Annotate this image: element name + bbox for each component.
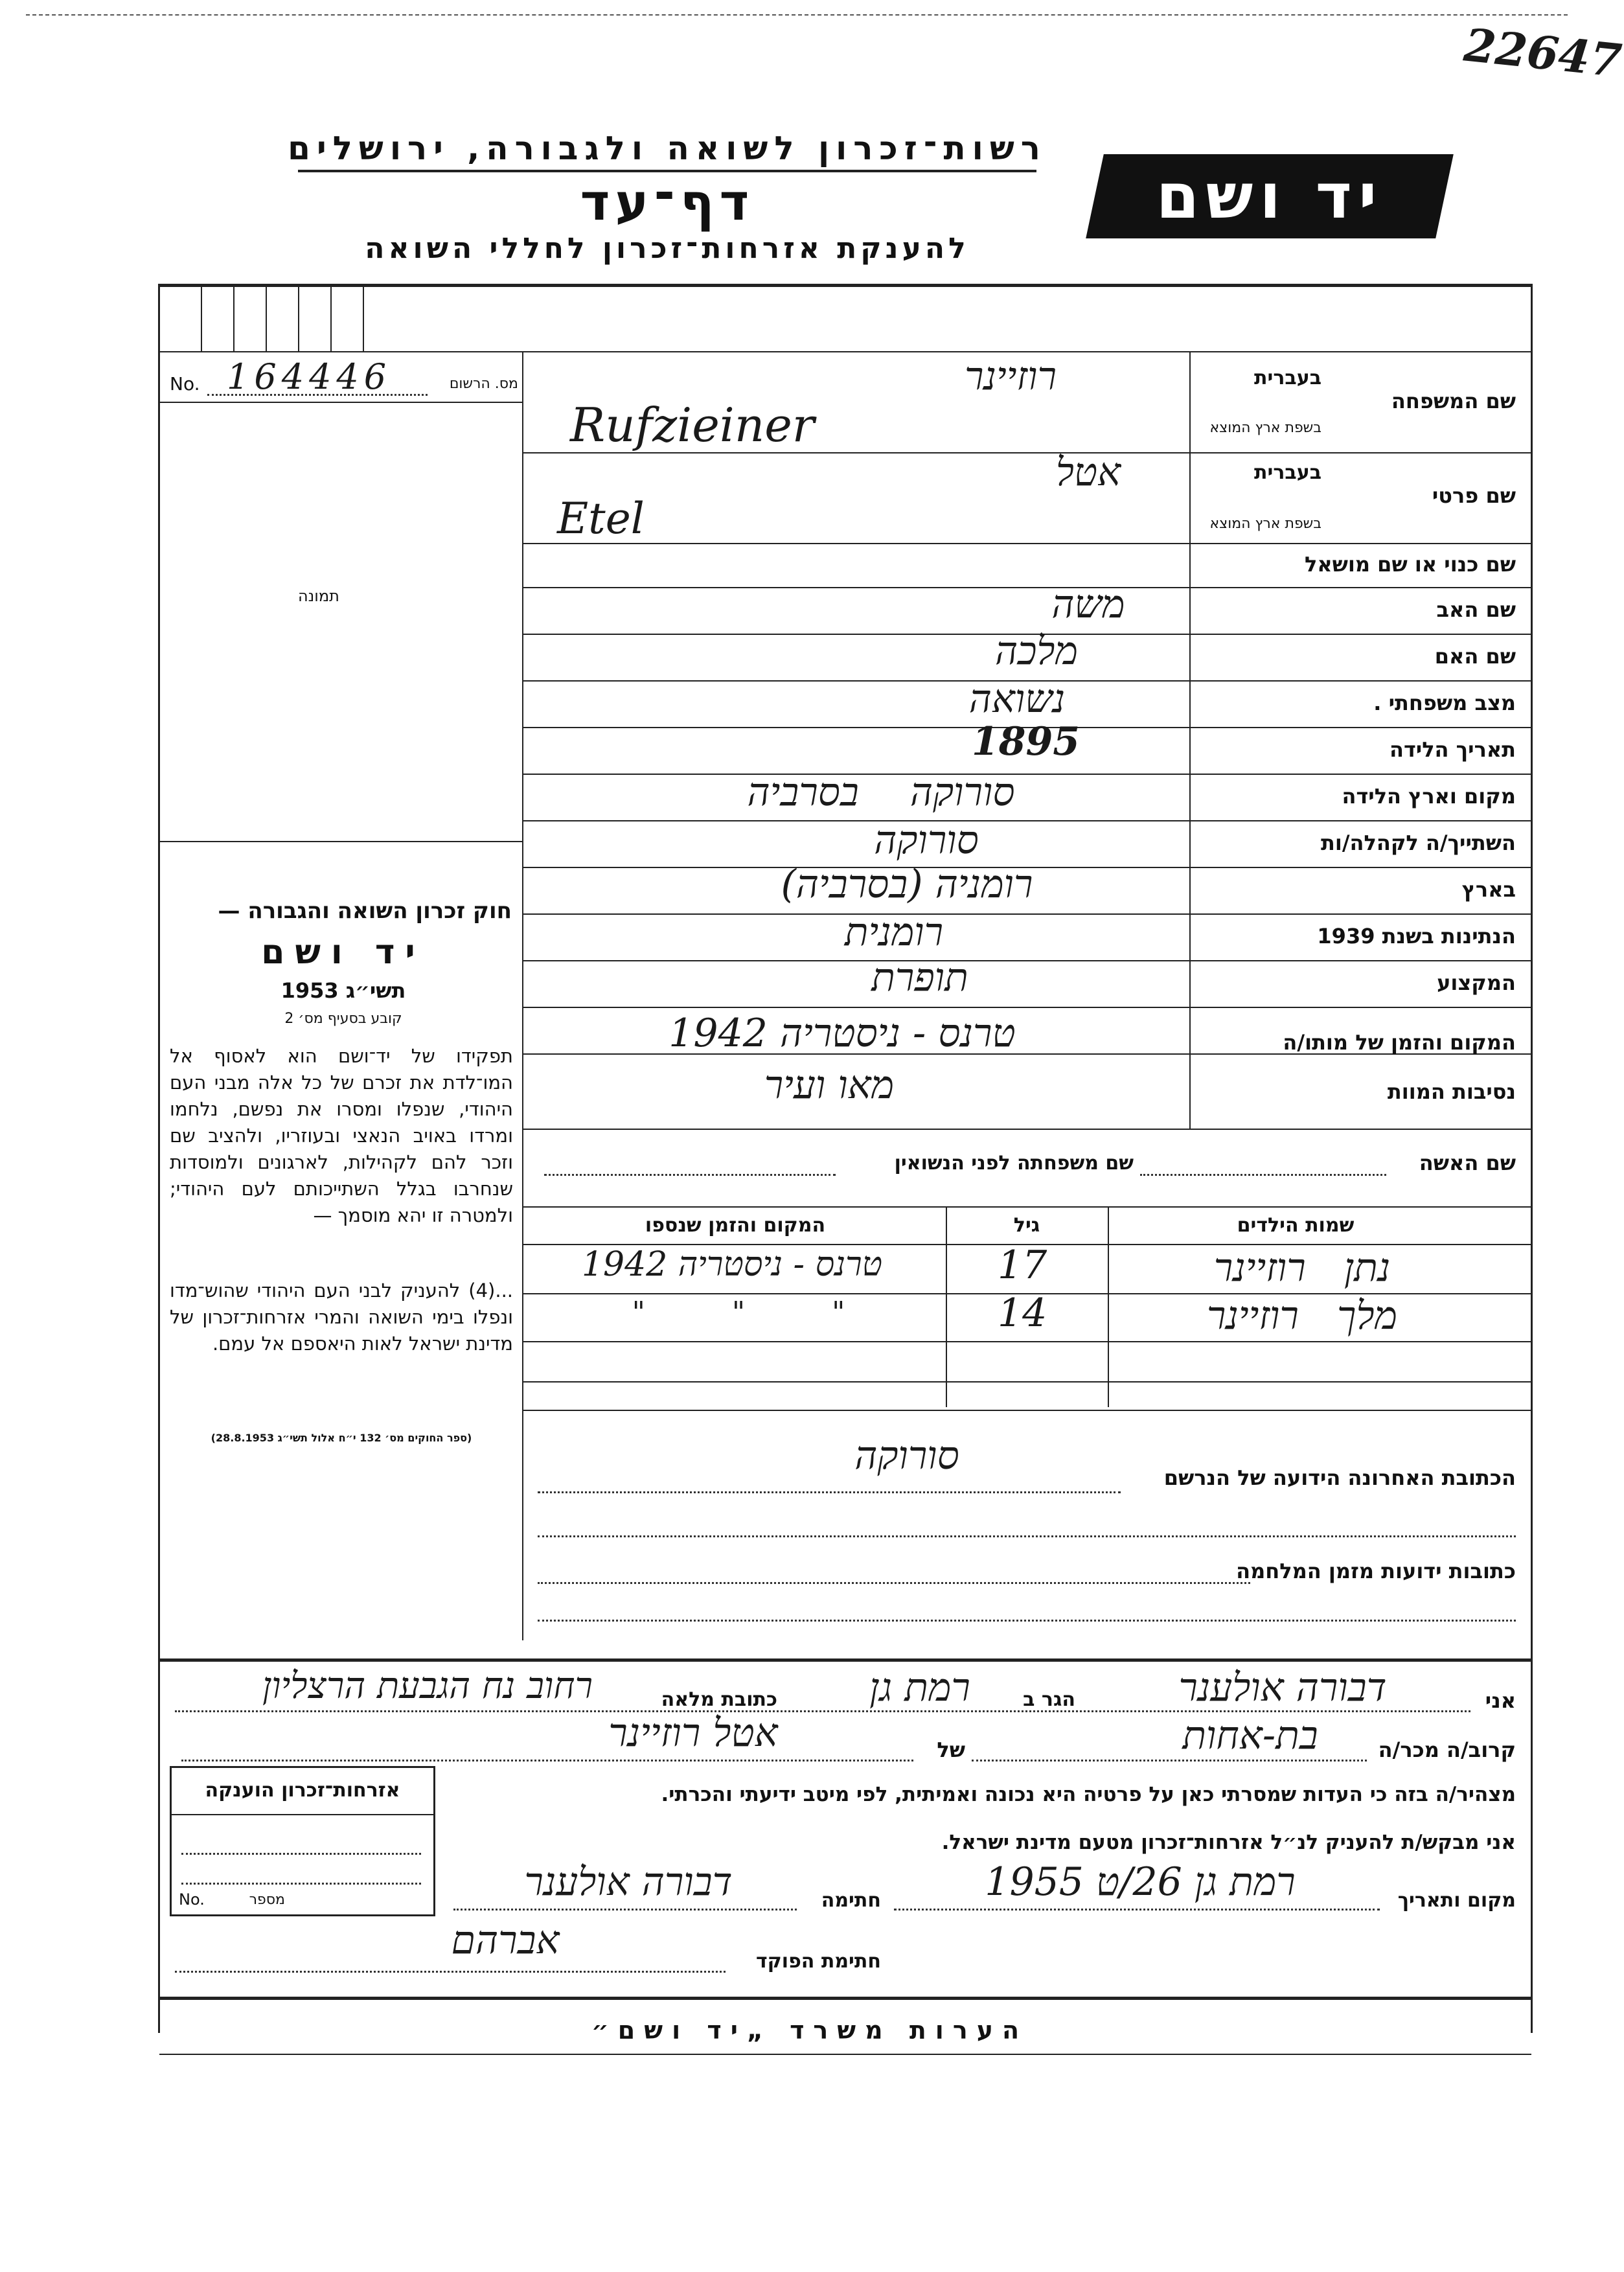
law-year: תשי״ג 1953 [280, 978, 406, 1003]
birthdate-label: תאריך הלידה [1389, 737, 1516, 762]
death-cause-label: נסיבות המוות [1387, 1079, 1516, 1104]
relation-value: בת-אחות [1182, 1713, 1318, 1758]
granted-title-line [170, 1814, 435, 1815]
declarant-city: רמת גן [869, 1665, 970, 1710]
reg-no-label: No. [170, 373, 200, 395]
box-divider [330, 285, 332, 351]
photo-label: תמונה [298, 587, 339, 605]
wartime-dots-2 [538, 1620, 1516, 1622]
place-date-label: מקום ותאריך [1397, 1889, 1516, 1912]
firstname-label: שם פרטי [1432, 483, 1516, 508]
logo-text: יד ושם [1156, 160, 1384, 233]
of-label: של [937, 1738, 965, 1762]
photo-bottom [159, 841, 522, 842]
resides-label: הגר ב [1023, 1688, 1075, 1711]
marital-label: מצב משפחתי . [1373, 691, 1516, 715]
signature-label: חתימה [821, 1889, 881, 1912]
child-2-name: מלך רוזיינר [1206, 1293, 1398, 1338]
law-clause: קובע בסעיף מס׳ 2 [284, 1011, 402, 1027]
father-label: שם האב [1436, 597, 1516, 622]
stamp-number: 22647 [1461, 17, 1624, 88]
boxes-bottom [159, 351, 1531, 352]
marital-value: נשואה [968, 676, 1066, 722]
law-title: חוק זכרון השואה והגבורה — [218, 898, 512, 924]
left-column-divider [522, 351, 523, 1640]
surname-hebrew-value: רוזיינר [964, 354, 1057, 399]
law-text-2: ...(4) להעניק לבני העם היהודי שהוש־מדו ונפלו בימי השואה והמרי אזרחות־זכרון של מדינת ישראל לאות היאספם אל עמם. [170, 1279, 513, 1355]
reg-label: מס. הרשום [449, 376, 518, 392]
signature-dots [453, 1909, 797, 1911]
children-col-divider [1108, 1206, 1109, 1407]
of-name-value: אטל רוזיינר [608, 1710, 778, 1756]
top-rule [26, 14, 1568, 16]
child-1-name: נתן רוזיינר [1213, 1245, 1391, 1291]
death-label: המקום והזמן של מותו/ה [1283, 1030, 1516, 1055]
hebrew-label-2: בעברית [1254, 461, 1321, 484]
children-row-line [522, 1341, 1531, 1342]
box-divider [266, 285, 267, 351]
children-age-header: גיל [1013, 1214, 1040, 1237]
address-dots-2 [538, 1535, 1516, 1537]
spouse-label: שם האשה [1419, 1151, 1516, 1175]
birthplace-value: סורוקה בסרביה [747, 770, 1015, 815]
children-place-header: המקום והזמן שנספו [645, 1214, 826, 1237]
of-dots [181, 1760, 913, 1761]
relative-dots [972, 1760, 1367, 1761]
place-date-dots [894, 1909, 1380, 1911]
footer-notes: הערות משרד „יד ושם״ [591, 2016, 1029, 2045]
granted-title: אזרחות־זכרון הוענקה [205, 1779, 400, 1802]
law-name: יד ושם [261, 933, 426, 972]
declaration-text: מצהיר/ה בזה כי העדות שמסרתי כאן על פרטיה היא נכונה ואמיתית, לפי מיטב ידיעתי והכרתי. [661, 1783, 1516, 1806]
last-address-dots [538, 1491, 1121, 1493]
firstname-origin-value: Etel [557, 494, 645, 544]
profession-value: תופרת [871, 955, 968, 1000]
granted-no-label: No. [179, 1890, 205, 1909]
row-line [522, 1129, 1531, 1130]
reg-bottom [159, 402, 522, 403]
child-1-place: טרנס - ניסטריה 1942 [581, 1245, 883, 1284]
registration-number: 164446 [227, 356, 392, 397]
children-col-divider [946, 1206, 947, 1407]
row-line [522, 1007, 1531, 1008]
birthdate-value: 1895 [972, 719, 1080, 764]
last-address-label: הכתובת האחרונה הידועה של הנרשם [1163, 1465, 1516, 1490]
country-label: בארץ [1461, 877, 1516, 902]
box-divider [233, 285, 234, 351]
law-text-1: תפקידו של יד־ושם הוא לאסוף אל המו־לדת את זכרם של כל אלה מבני העם היהודי, שנפלו ומסרו את נפשם, נלחמו ומרדו באויב הנאצי ובעוזריו, ולהציב שם וזכר להם לקהילות, לארגונים ולמוסדות שנחרבו בגלל השתייכותם לעם היהודי; ולמטרה זו יהא מוסמך — [170, 1045, 513, 1226]
declarant-name: דבורה אולענר [1178, 1665, 1387, 1710]
children-bottom [522, 1410, 1531, 1411]
officer-signature: אברהם [451, 1918, 560, 1963]
law-footnote: (ספר החוקים מס׳ 132 י״ח אלול תשי״ג 28.8.1953) [211, 1432, 472, 1444]
death-value: טרנס - ניסטריה 1942 [669, 1011, 1016, 1056]
birthplace-label: מקום וארץ הלידה [1342, 784, 1516, 809]
community-value: סורוקה [874, 818, 979, 863]
surname-origin-value: Rufzieiner [570, 398, 815, 452]
mother-value: מלכה [994, 628, 1079, 674]
country-value: רומניה (בסרביה) [781, 862, 1033, 907]
hebrew-label-1: בעברית [1254, 367, 1321, 389]
signature-value: דבורה אולענר [524, 1859, 733, 1905]
spouse-dots [1140, 1174, 1386, 1176]
relative-label: קרוב/ה מכר/ה [1378, 1738, 1516, 1762]
request-text: אני מבקש/ת להעניק לנ״ל אזרחות־זכרון מטעם מדינת ישראל. [941, 1831, 1516, 1854]
full-address-label: כתובת מלאה [661, 1688, 777, 1711]
header-authority: רשות־זכרון לשואה ולגבורה, ירושלים [288, 130, 1047, 167]
community-label: השתייך/ה לקהלה/ות [1320, 831, 1516, 855]
label-column-divider [1189, 351, 1191, 1129]
children-names-header: שמות הילדים [1237, 1214, 1355, 1237]
yad-vashem-logo [1086, 154, 1454, 238]
granted-dots [181, 1883, 421, 1885]
origin-lang-label-2: בשפת ארץ המוצא [1209, 516, 1321, 532]
box-divider [201, 285, 202, 351]
granted-number-label: מספר [249, 1892, 285, 1908]
box-divider [363, 285, 364, 351]
last-address-value: סורוקה [854, 1433, 959, 1478]
form-title: דף־עד [580, 174, 755, 232]
wartime-address-label: כתובות ידועות מזמן המלחמה [1236, 1559, 1516, 1583]
profession-label: המקצוע [1437, 970, 1516, 995]
officer-label: חתימת הפוקד [756, 1950, 881, 1973]
spouse-maiden-label: שם משפחתה לפני הנשואין [894, 1152, 1134, 1175]
section-divider [159, 1658, 1531, 1662]
footer-top-line [159, 1997, 1531, 2000]
origin-lang-label-1: בשפת ארץ המוצא [1209, 420, 1321, 436]
row-line [522, 543, 1531, 544]
spouse-bottom [522, 1206, 1531, 1208]
mother-label: שם האם [1434, 644, 1516, 669]
child-1-age: 17 [998, 1243, 1047, 1288]
officer-dots [175, 1971, 726, 1973]
header-underline [298, 170, 1036, 172]
citizenship-label: הנתינות בשנת 1939 [1317, 924, 1516, 948]
maiden-dots [544, 1174, 836, 1176]
firstname-hebrew-value: אטל [1055, 450, 1121, 495]
box-divider [298, 285, 299, 351]
surname-label: שם המשפחה [1391, 389, 1516, 413]
place-date-value: רמת גן 26/ט 1955 [985, 1859, 1296, 1905]
child-2-place: " " " [632, 1296, 845, 1329]
declarant-full-address: רחוב נח הגבעת הרצליון [262, 1665, 593, 1707]
granted-dots [181, 1853, 421, 1855]
ani-label: אני [1485, 1688, 1516, 1713]
form-subtitle: להענקת אזרחות־זכרון לחללי השואה [365, 232, 970, 265]
father-value: משה [1051, 582, 1125, 627]
citizenship-value: רומנית [844, 910, 944, 955]
wartime-dots [538, 1582, 1250, 1584]
children-row-line [522, 1381, 1531, 1383]
footer-bottom-line [159, 2054, 1531, 2055]
death-cause-value: מאו ועיר [764, 1062, 895, 1108]
child-2-age: 14 [998, 1291, 1047, 1336]
nickname-label: שם כנוי או שם מושאל [1304, 552, 1516, 577]
